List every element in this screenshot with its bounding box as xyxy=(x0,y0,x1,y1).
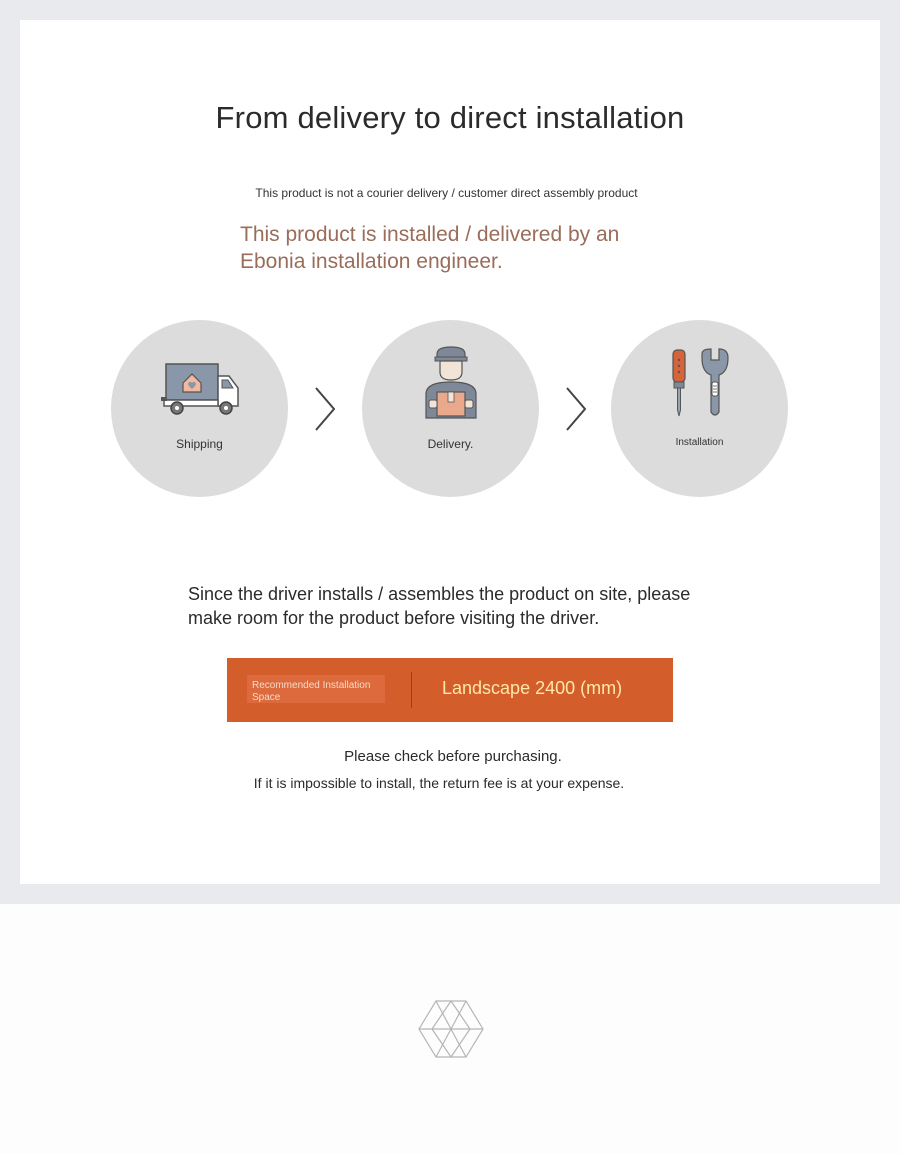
step-label-installation: Installation xyxy=(675,437,724,448)
step-delivery xyxy=(362,320,539,497)
room-notice: Since the driver installs / assembles the product on site, please make room for the product before visiting the driver. xyxy=(188,584,691,628)
subtitle: This product is not a courier delivery / customer direct assembly product xyxy=(255,186,638,200)
step-label-shipping: Shipping xyxy=(176,437,223,451)
step-installation xyxy=(611,320,788,497)
banner-value: Landscape 2400 (mm) xyxy=(442,678,623,698)
banner-divider xyxy=(411,672,412,708)
tools-icon xyxy=(669,348,731,418)
delivery-person-icon xyxy=(423,346,479,420)
installer-notice: This product is installed / delivered by an Ebonia installation engineer. xyxy=(240,223,620,273)
warning-line-1: Please check before purchasing. xyxy=(344,748,562,765)
truck-icon xyxy=(159,360,241,422)
installation-space-banner xyxy=(227,658,673,722)
brand-logo-icon xyxy=(418,1000,484,1058)
banner-label: Recommended Installation Space xyxy=(252,680,371,703)
warning-line-2: If it is impossible to install, the return fee is at your expense. xyxy=(253,775,625,791)
step-shipping xyxy=(111,320,288,497)
chevron-right-icon xyxy=(565,386,587,432)
chevron-right-icon xyxy=(314,386,336,432)
page-title: From delivery to direct installation xyxy=(215,100,685,135)
step-label-delivery: Delivery. xyxy=(427,437,474,451)
